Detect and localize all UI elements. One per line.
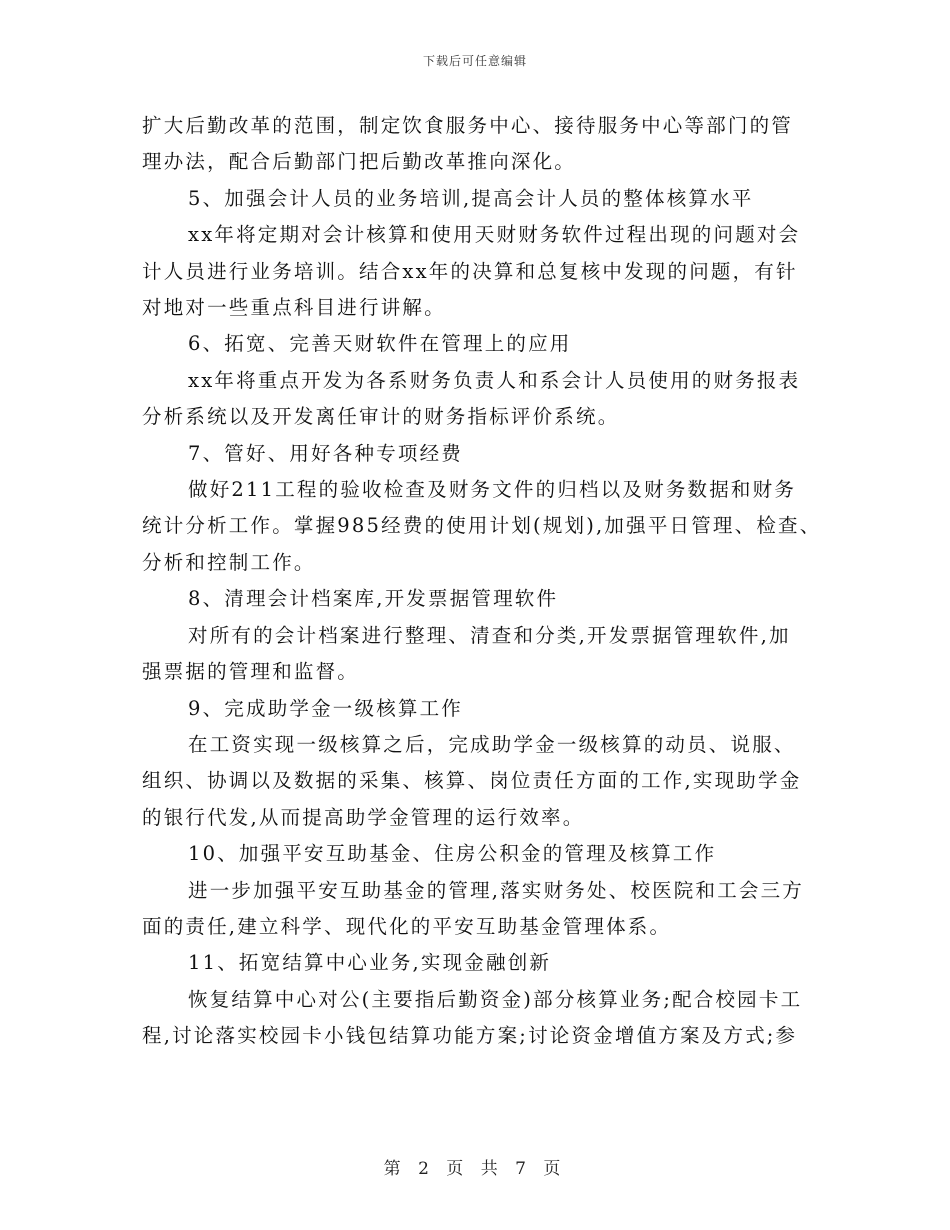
paragraph-line-first: 扩大后勤改革的范围，制定饮食服务中心、接待服务中心等部门的管	[142, 114, 794, 137]
paragraph-line-first: 6、拓宽、完善天财软件在管理上的应用	[188, 332, 572, 356]
paragraph-line-first: 9、完成助学金一级核算工作	[188, 696, 464, 720]
paragraph-line-first: 11、拓宽结算中心业务,实现金融创新	[188, 951, 552, 975]
paragraph-line-first: 5、加强会计人员的业务培训,提高会计人员的整体核算水平	[188, 186, 754, 210]
paragraph-line: 程,讨论落实校园卡小钱包结算功能方案;讨论资金增值方案及方式;参	[142, 1024, 798, 1048]
paragraph-line: 面的责任,建立科学、现代化的平安互助基金管理体系。	[142, 914, 672, 938]
paragraph-line: 组织、协调以及数据的采集、核算、岗位责任方面的工作,实现助学金	[142, 769, 802, 793]
paragraph-line: 理办法，配合后勤部门把后勤改革推向深化。	[142, 150, 577, 174]
paragraph-line: 计人员进行业务培训。结合xx年的决算和总复核中发现的问题，有针	[142, 259, 798, 283]
paragraph-line-first: 8、清理会计档案库,开发票据管理软件	[188, 587, 559, 611]
paragraph-line-first: 进一步加强平安互助基金的管理,落实财务处、校医院和工会三方	[188, 878, 804, 902]
paragraph-line-first: 7、管好、用好各种专项经费	[188, 441, 464, 465]
paragraph-line: 分析和控制工作。	[142, 550, 316, 574]
paragraph-line-first: 恢复结算中心对公(主要指后勤资金)部分核算业务;配合校园卡工	[188, 987, 803, 1011]
page-number-footer: 第 2 页 共 7 页	[383, 1159, 567, 1179]
paragraph-line-first: 做好211工程的验收检查及财务文件的归档以及财务数据和财务	[188, 478, 797, 502]
paragraph-line-first: 对所有的会计档案进行整理、清查和分类,开发票据管理软件,加	[188, 623, 791, 647]
paragraph-line: 的银行代发,从而提高助学金管理的运行效率。	[142, 805, 585, 829]
page-header: 下载后可任意编辑	[422, 54, 527, 68]
paragraph-line-first: xx年将定期对会计核算和使用天财财务软件过程出现的问题对会	[188, 223, 801, 247]
paragraph-line: 对地对一些重点科目进行讲解。	[142, 296, 446, 320]
paragraph-line-first: 10、加强平安互助基金、住房公积金的管理及核算工作	[188, 842, 717, 866]
paragraph-line-first: 在工资实现一级核算之后，完成助学金一级核算的动员、说服、	[188, 732, 796, 756]
paragraph-line: 统计分析工作。掌握985经费的使用计划(规划),加强平日管理、检查、	[142, 514, 822, 538]
paragraph-line-first: xx年将重点开发为各系财务负责人和系会计人员使用的财务报表	[188, 368, 801, 392]
document-body	[142, 108, 822, 1055]
paragraph-line: 分析系统以及开发离任审计的财务指标评价系统。	[142, 405, 620, 429]
paragraph-line: 强票据的管理和监督。	[142, 660, 360, 684]
